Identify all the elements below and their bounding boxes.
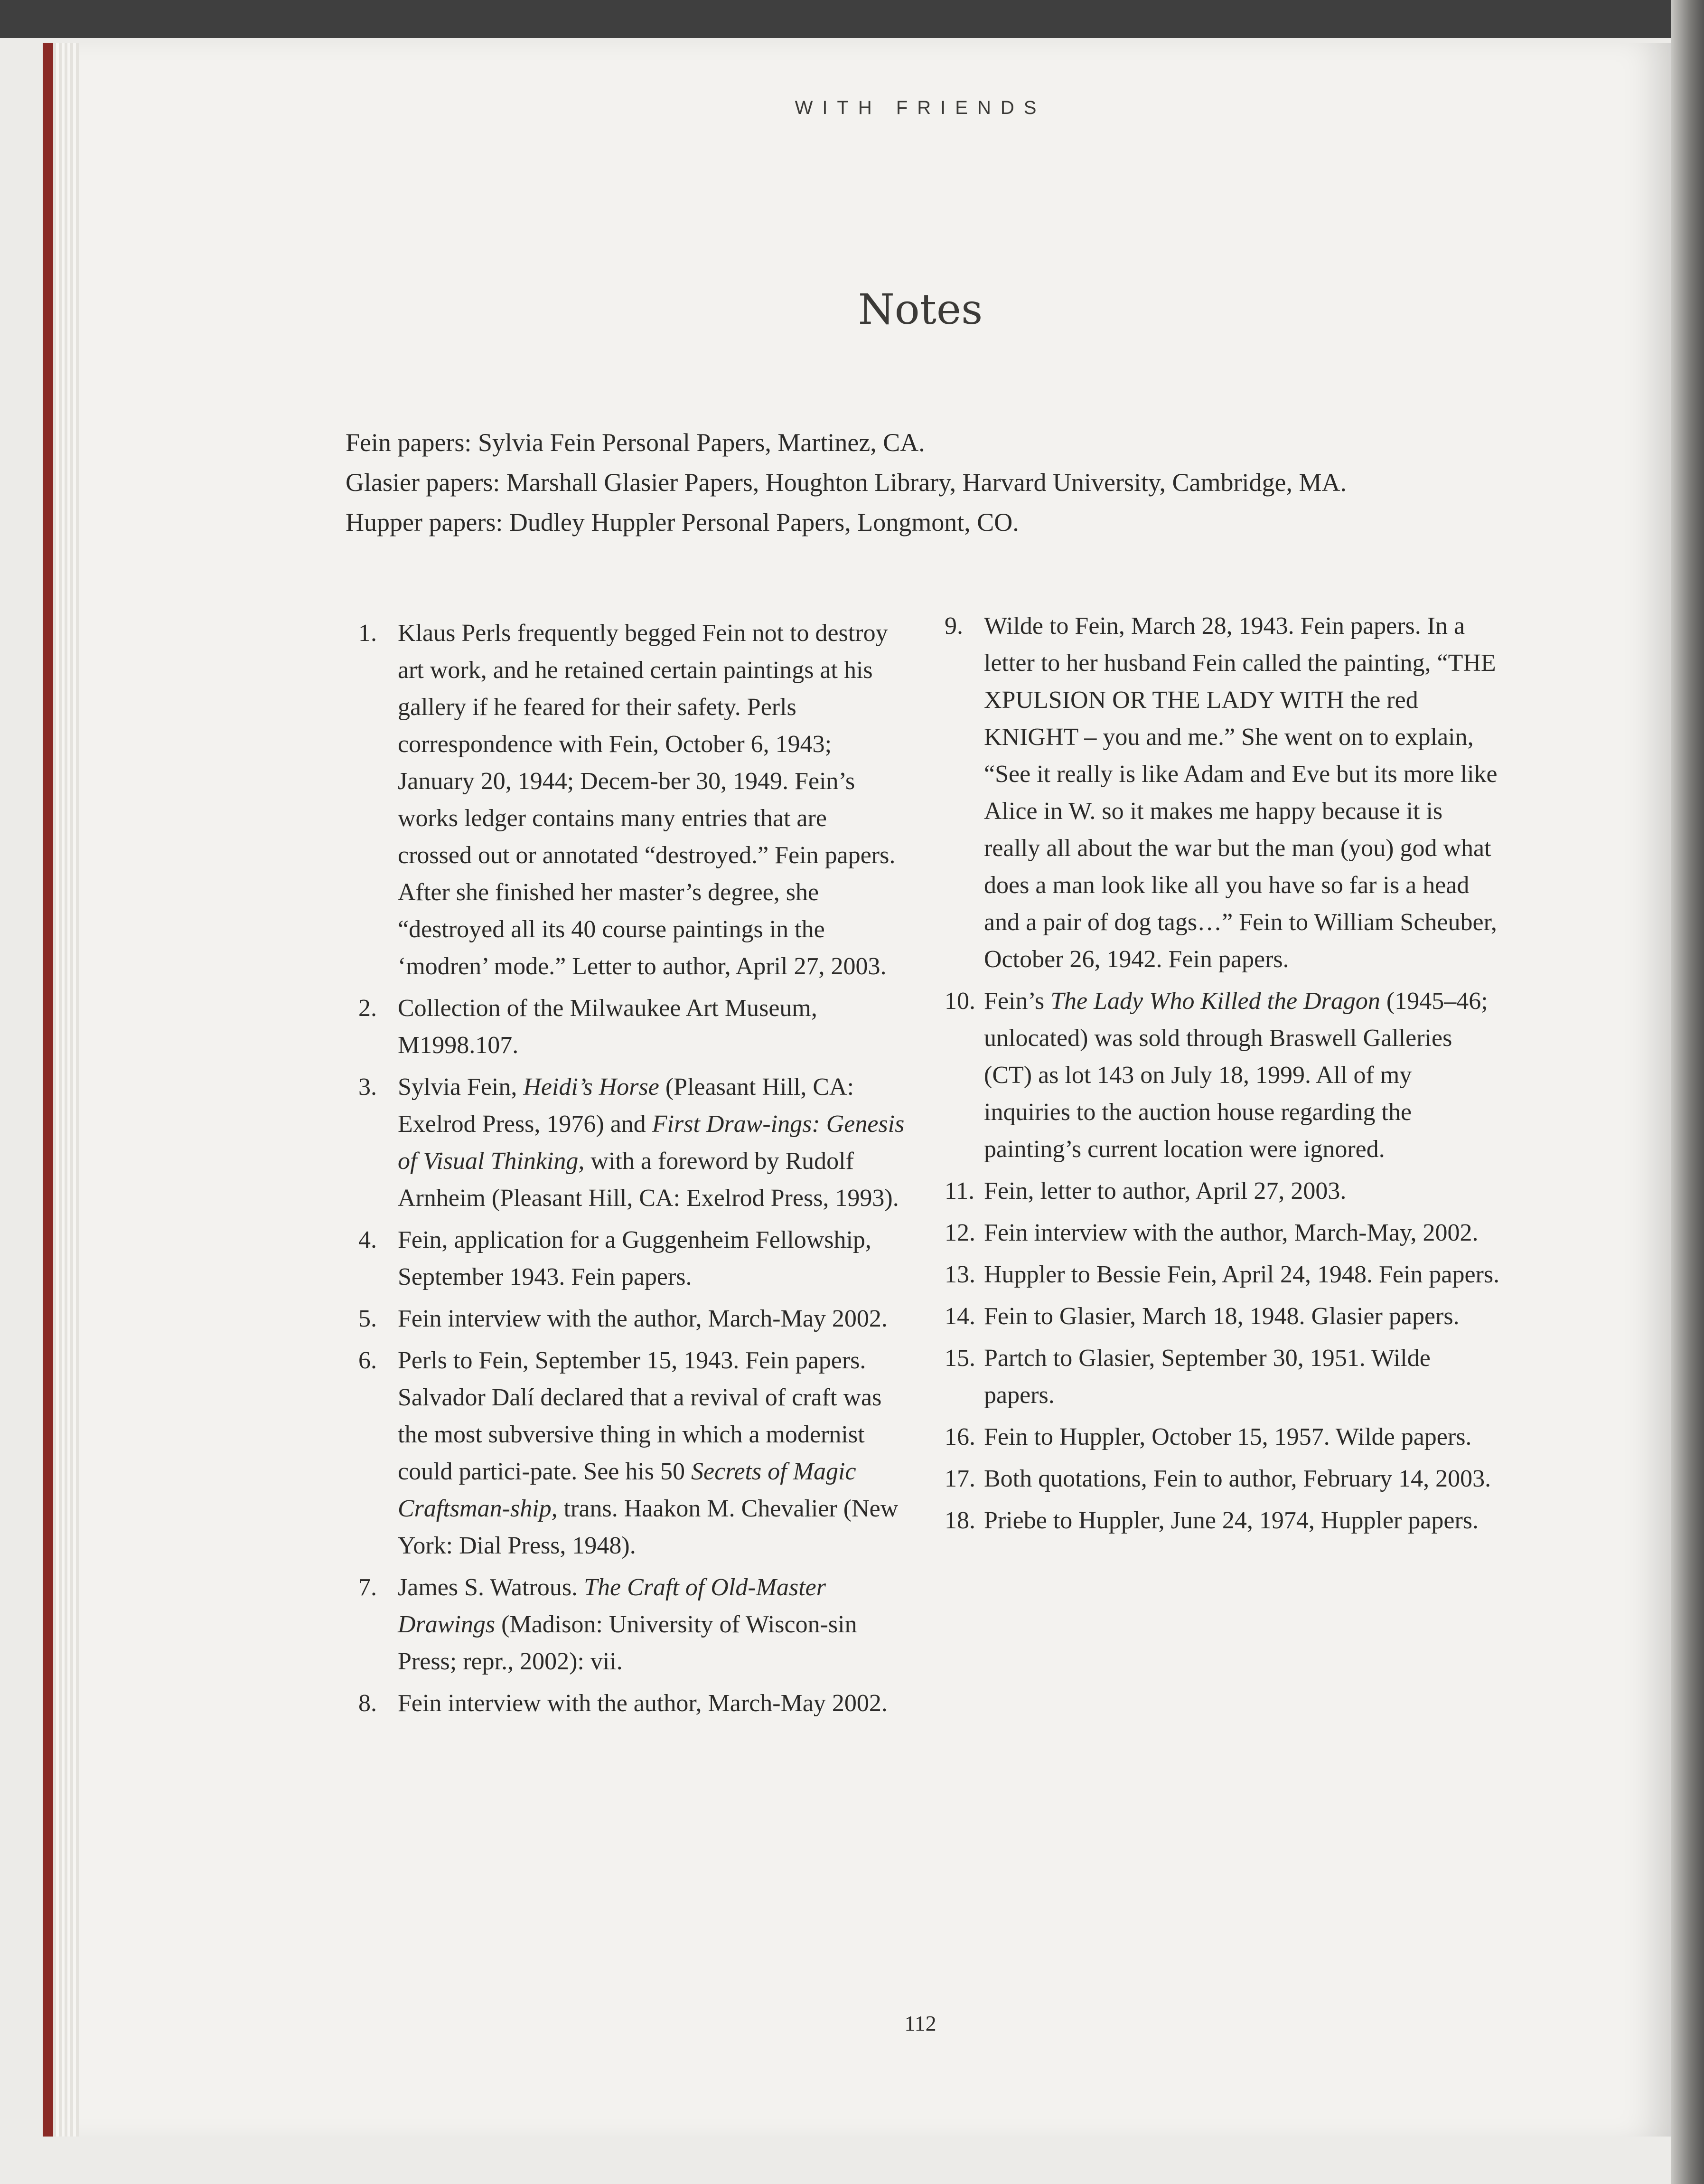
note-number: 4. <box>358 1226 377 1253</box>
page-number: 112 <box>904 2011 936 2035</box>
note-text-part: trans. Haakon M. Chevalier (New York: Dial Press, 1948). <box>398 1495 899 1559</box>
note-text-part: Fein’s <box>984 988 1051 1015</box>
note-number: 5. <box>358 1305 377 1332</box>
note-text: Priebe to Huppler, June 24, 1974, Huppler papers. <box>984 1507 1479 1534</box>
note-number: 16. <box>945 1423 975 1450</box>
note-text: Huppler to Bessie Fein, April 24, 1948. Fein papers. <box>984 1261 1500 1288</box>
running-head: WITH FRIENDS <box>795 97 1046 118</box>
note-number: 18. <box>945 1507 975 1534</box>
note-3 <box>358 1069 907 1217</box>
abbreviation-huppler: Hupper papers: Dudley Huppler Personal Papers, Longmont, CO. <box>346 508 1019 537</box>
note-number: 2. <box>358 995 377 1022</box>
note-number: 13. <box>945 1261 975 1288</box>
note-11 <box>945 1173 1502 1210</box>
book-title: Heidi’s Horse <box>523 1073 659 1101</box>
notes-column-right <box>945 608 1502 1544</box>
note-text: Fein to Huppler, October 15, 1957. Wilde papers. <box>984 1423 1472 1450</box>
note-text: Fein interview with the author, March-May 2002. <box>398 1690 888 1717</box>
note-text-part: James S. Watrous. <box>398 1574 584 1601</box>
note-text: Fein interview with the author, March-May, 2002. <box>984 1219 1479 1246</box>
note-10 <box>945 983 1502 1168</box>
note-text: Klaus Perls frequently begged Fein not to destroy art work, and he retained certain paintings at his gallery if he feared for their safety. Perls correspondence with Fein, October 6, 1943; January 20, 1944; Decem-ber 30, 1949. Fein’s works ledger contains many entries that are crossed out or annotated “destroyed.” Fein papers. After she finished her master’s degree, she “destroyed all its 40 course paintings in the ‘modren’ mode.” Letter to author, April 27, 2003. <box>398 620 896 980</box>
note-12 <box>945 1214 1502 1252</box>
note-8 <box>358 1685 907 1722</box>
note-number: 15. <box>945 1345 975 1372</box>
note-number: 12. <box>945 1219 975 1246</box>
note-17 <box>945 1460 1502 1497</box>
note-text: Partch to Glasier, September 30, 1951. Wilde papers. <box>984 1345 1431 1409</box>
note-7 <box>358 1569 907 1680</box>
note-text: Both quotations, Fein to author, February 14, 2003. <box>984 1465 1491 1492</box>
note-14 <box>945 1298 1502 1335</box>
note-text-part: Sylvia Fein, <box>398 1073 524 1101</box>
scan-background-top <box>0 0 1704 38</box>
page-edge-stack <box>53 43 79 2137</box>
note-text-part: (Madison: University of Wiscon-sin Press; repr., 2002): vii. <box>398 1611 857 1675</box>
note-1 <box>358 615 907 985</box>
note-text: Wilde to Fein, March 28, 1943. Fein papers. In a letter to her husband Fein called the painting, “THE XPULSION OR THE LADY WITH the red KNIGHT – you and me.” She went on to explain, “See it really is like Adam and Eve but its more like Alice in W. so it makes me happy because it is really all about the war but the man (you) god what does a man look like all you have so far is a head and a pair of dog tags…” Fein to William Scheuber, October 26, 1942. Fein papers. <box>984 612 1498 973</box>
note-text <box>398 1347 898 1559</box>
note-6 <box>358 1342 907 1564</box>
note-number: 1. <box>358 620 377 647</box>
note-text-part: (Pleasant Hill, CA: Exelrod Press, 1976) and <box>398 1073 854 1138</box>
abbreviations-block <box>346 423 1347 542</box>
note-text-part: Perls to Fein, September 15, 1943. Fein papers. Salvador Dalí declared that a revival of craft was the most subversive thing in which a modernist could partici-pate. See his 50 <box>398 1347 882 1485</box>
note-text: Fein to Glasier, March 18, 1948. Glasier papers. <box>984 1303 1460 1330</box>
book-title: Secrets of Magic Craftsman-ship, <box>398 1458 856 1522</box>
note-2 <box>358 990 907 1064</box>
note-number: 17. <box>945 1465 975 1492</box>
note-18 <box>945 1502 1502 1539</box>
note-number: 6. <box>358 1347 377 1374</box>
notes-column-left <box>358 615 907 1727</box>
note-text: Fein, letter to author, April 27, 2003. <box>984 1177 1347 1205</box>
note-text-part: with a foreword by Rudolf Arnheim (Pleasant Hill, CA: Exelrod Press, 1993). <box>398 1148 899 1212</box>
note-16 <box>945 1419 1502 1456</box>
note-text: Collection of the Milwaukee Art Museum, M1998.107. <box>398 995 817 1059</box>
abbreviation-fein: Fein papers: Sylvia Fein Personal Papers, Martinez, CA. <box>346 428 925 457</box>
note-text <box>398 1574 857 1675</box>
note-text-part: (1945–46; unlocated) was sold through Braswell Galleries (CT) as lot 143 on July 18, 1999. All of my inquiries to the auction house regarding the painting’s current location were ignored. <box>984 988 1488 1163</box>
note-number: 3. <box>358 1073 377 1101</box>
note-text <box>398 1073 904 1212</box>
note-9 <box>945 608 1502 978</box>
artwork-title: The Lady Who Killed the Dragon <box>1050 988 1380 1015</box>
note-5 <box>358 1300 907 1337</box>
note-number: 10. <box>945 988 975 1015</box>
note-number: 7. <box>358 1574 377 1601</box>
note-text <box>984 988 1488 1163</box>
book-title: First Draw-ings: Genesis of Visual Thinking, <box>398 1111 905 1175</box>
note-number: 8. <box>358 1690 377 1717</box>
note-number: 14. <box>945 1303 975 1330</box>
note-text: Fein, application for a Guggenheim Fellowship, September 1943. Fein papers. <box>398 1226 871 1290</box>
note-15 <box>945 1340 1502 1414</box>
page-edge-binding <box>43 43 53 2137</box>
note-number: 9. <box>945 612 963 640</box>
note-number: 11. <box>945 1177 975 1205</box>
abbreviation-glasier: Glasier papers: Marshall Glasier Papers, Houghton Library, Harvard University, Cambridge, MA. <box>346 468 1347 497</box>
book-title: The Craft of Old-Master Drawings <box>398 1574 826 1638</box>
note-text: Fein interview with the author, March-May 2002. <box>398 1305 888 1332</box>
section-title: Notes <box>858 285 983 334</box>
note-4 <box>358 1222 907 1296</box>
note-13 <box>945 1256 1502 1293</box>
